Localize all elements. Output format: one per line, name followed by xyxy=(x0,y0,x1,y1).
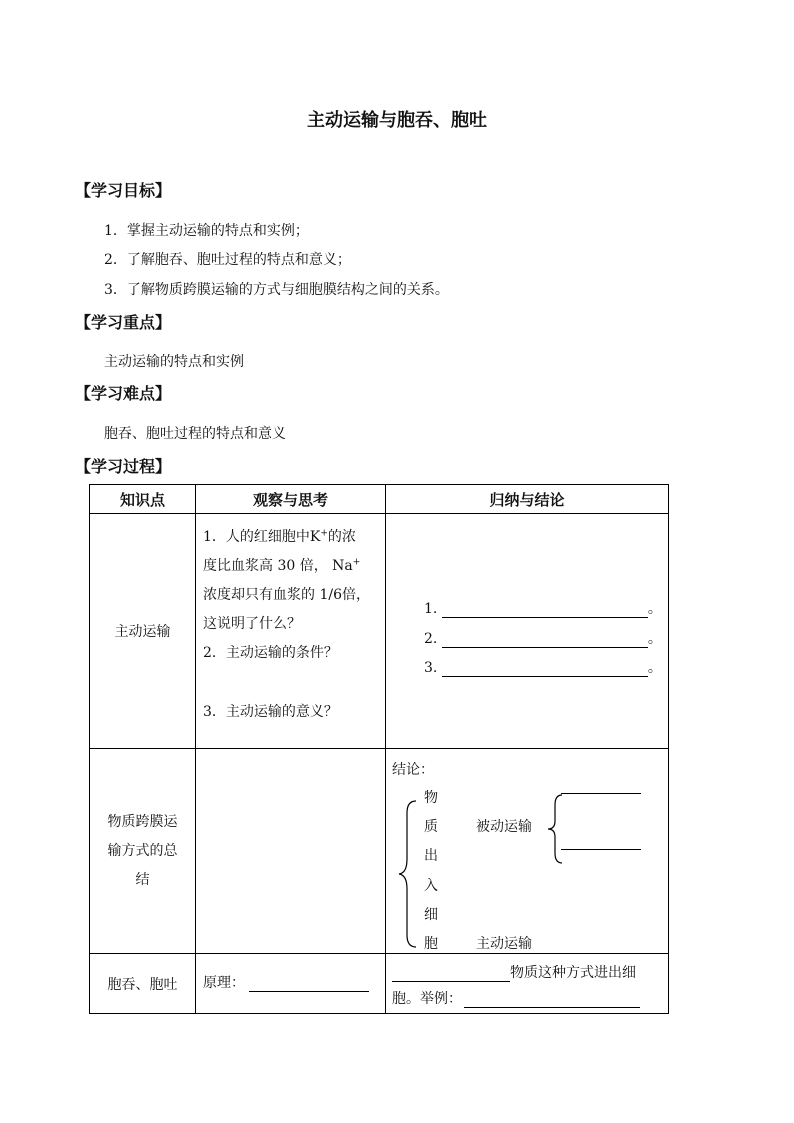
vertical-char-2: 质 xyxy=(424,819,438,835)
observe-endocytosis xyxy=(196,954,386,1014)
topic-endocytosis: 胞吞、胞吐 xyxy=(90,954,196,1014)
question-1-line-1: 1．人的红细胞中K+的浓 xyxy=(203,528,356,545)
observe-active-transport xyxy=(196,514,386,749)
difficulty-text: 胞吞、胞吐过程的特点和意义 xyxy=(104,426,286,442)
section-difficulty-heading: 【学习难点】 xyxy=(75,384,172,403)
column-header-conclusion: 归纳与结论 xyxy=(386,485,669,514)
column-header-observe: 观察与思考 xyxy=(196,485,386,514)
section-focus-heading: 【学习重点】 xyxy=(75,313,172,332)
table-row xyxy=(90,514,669,749)
observe-summary xyxy=(196,749,386,954)
conclusion-label: 结论： xyxy=(392,762,434,778)
endocytosis-line-2[interactable]: 胞。举例： xyxy=(392,988,640,1008)
passive-blank-1[interactable] xyxy=(561,793,641,794)
question-2: 2．主动运输的条件？ xyxy=(203,645,338,661)
blank-line-2[interactable]: 2. 。 xyxy=(424,631,662,647)
vertical-char-3: 出 xyxy=(424,848,438,864)
passive-blank-2[interactable] xyxy=(561,849,641,850)
endocytosis-line-1[interactable]: 物质这种方式进出细 xyxy=(392,962,636,982)
question-3: 3．主动运输的意义？ xyxy=(203,704,338,720)
blank-line-1[interactable]: 1. 。 xyxy=(424,601,662,617)
section-process-heading: 【学习过程】 xyxy=(75,457,172,476)
conclusion-summary xyxy=(386,749,669,954)
section-goals-heading: 【学习目标】 xyxy=(75,181,172,200)
goal-item-2: 2．了解胞吞、胞吐过程的特点和意义； xyxy=(104,252,351,268)
principle-field[interactable]: 原理： xyxy=(203,972,369,992)
topic-summary-line-3: 结 xyxy=(135,871,150,888)
learning-process-table xyxy=(89,484,669,1014)
column-header-topic: 知识点 xyxy=(90,485,196,514)
right-brace-icon xyxy=(546,793,564,865)
topic-summary-line-2: 输方式的总 xyxy=(107,842,178,859)
question-1-line-4: 这说明了什么？ xyxy=(203,616,301,632)
topic-summary-line-1: 物质跨膜运 xyxy=(107,813,178,830)
vertical-char-4: 入 xyxy=(424,878,438,894)
goal-item-1: 1．掌握主动运输的特点和实例； xyxy=(104,223,309,239)
vertical-char-6: 胞 xyxy=(424,936,438,952)
passive-transport-label: 被动运输 xyxy=(476,819,532,835)
vertical-char-5: 细 xyxy=(424,907,438,923)
focus-text: 主动运输的特点和实例 xyxy=(104,354,244,370)
question-1-line-2: 度比血浆高 30 倍， Na+ xyxy=(203,557,361,574)
page-title: 主动运输与胞吞、胞吐 xyxy=(307,110,487,131)
blank-line-3[interactable]: 3. 。 xyxy=(424,660,662,676)
question-1-line-3: 浓度却只有血浆的 1/6倍， xyxy=(203,587,370,603)
table-row xyxy=(90,954,669,1014)
topic-summary xyxy=(90,749,196,954)
table-row xyxy=(90,749,669,954)
conclusion-active-transport xyxy=(386,514,669,749)
topic-active-transport: 主动运输 xyxy=(90,514,196,749)
left-brace-icon xyxy=(396,799,418,949)
active-transport-label: 主动运输 xyxy=(476,936,532,952)
table-header-row xyxy=(90,485,669,514)
conclusion-endocytosis xyxy=(386,954,669,1014)
goal-item-3: 3．了解物质跨膜运输的方式与细胞膜结构之间的关系。 xyxy=(104,282,449,298)
vertical-char-1: 物 xyxy=(424,790,438,806)
